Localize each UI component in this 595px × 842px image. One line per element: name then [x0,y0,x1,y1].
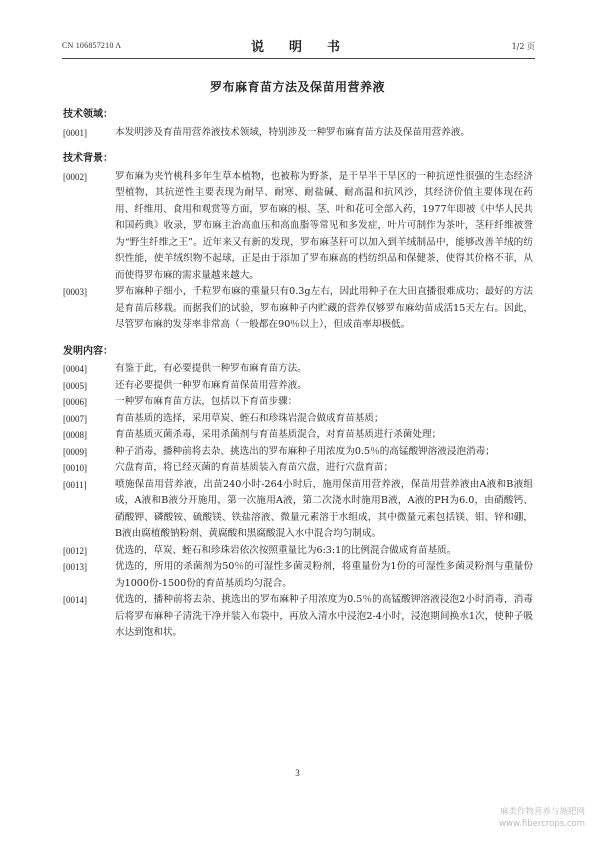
section-heading: 技术背景： [63,153,113,164]
paragraph-number: [0006] [63,397,87,407]
paragraph [63,559,533,592]
paragraph-text: 优选的，草炭、蛭石和珍珠岩依次按照重量比为6:3:1的比例混合做成育苗基质。 [115,544,457,556]
paragraph-number: [0010] [63,463,87,473]
paragraph [63,444,533,461]
paragraph-number: [0013] [63,562,87,572]
section-heading: 技术领域： [63,109,113,120]
paragraph [63,411,533,428]
header-divider [62,58,535,59]
document-number: CN 106857210 A [62,41,122,50]
section-heading: 发明内容： [63,345,113,357]
watermark [499,806,585,830]
paragraph-text: 种子消毒，播种前将去杂、挑选出的罗布麻种子用浓度为0.5％的高锰酸钾溶液浸泡消毒； [115,445,495,457]
paragraph-number: [0009] [63,446,87,457]
paragraph-text: 育苗基质灭菌杀毒，采用杀菌剂与育苗基质混合，对育苗基质进行杀菌处理； [115,429,442,440]
paragraph-number: [0001] [63,127,87,138]
paragraph-number: [0011] [63,479,87,490]
paragraph-number: [0014] [63,595,87,605]
paragraph [63,592,533,642]
page-number: 3 [295,768,300,778]
paragraph [63,394,533,411]
paragraph-number: [0004] [63,364,87,374]
paragraph-text: 喷施保苗用营养液，出苗240小时-264小时后，施用保苗用营养液，保苗用营养液由A液和B液组成，A液和B液分开施用，第一次施用A液，第二次浇水时施用B液，A液的PH为6.0，由硝酸钙、硝酸钾、磷酸铵、硫酸镁、铁盐溶液、微量元素溶于水组成，其中微量元素包括镁、钼、锌和硼，B液由腐植酸钠粉剂、黄腐酸和黑腐酸混入水中混合均匀制成。 [115,478,533,539]
paragraph-text: 一种罗布麻育苗方法，包括以下育苗步骤： [115,396,298,407]
paragraph-text: 育苗基质的选择，采用草炭、蛭石和珍珠岩混合做成育苗基质； [115,412,384,424]
paragraph-text: 本发明涉及育苗用营养液技术领域，特别涉及一种罗布麻育苗方法及保苗用营养液。 [115,126,470,138]
page-indicator: 1/2 页 [511,42,535,51]
document-type: 说 明 书 [250,40,346,55]
watermark-url: www.fibercrops.com [499,819,585,829]
paragraph [63,427,533,444]
paragraph [63,543,533,560]
paragraph-text: 优选的，所用的杀菌剂为50％的可湿性多菌灵粉剂，将重量份为1份的可湿性多菌灵粉剂与重量份为1000份-1500份的育苗基质均匀混合。 [115,561,533,589]
paragraph-text: 有鉴于此，有必要提供一种罗布麻育苗方法。 [115,363,307,374]
paragraph [63,169,533,285]
paragraph [63,460,533,477]
paragraph-number: [0003] [63,287,87,297]
paragraph-text: 还有必要提供一种罗布麻育苗保苗用营养液。 [115,379,307,391]
paragraph-text: 罗布麻为夹竹桃科多年生草本植物，也被称为野茶，是干旱半干旱区的一种抗逆性很强的生态经济型植物，其抗逆性主要表现为耐旱、耐寒、耐盐碱、耐高温和抗风沙，其经济价值主要体现在药用、纤维用、食用和观赏等方面，罗布麻的根、茎、叶和花可全部入药，1977年即被《中华人民共和国药典》收录，罗布麻主治高血压和高血脂等常见和多发症，叶片可制作为茶叶，茎秆纤维被誉为“野生纤维之王”。近年来又有新的发现，罗布麻茎秆可以加入到羊绒制品中，能够改善羊绒的纺织性能，使羊绒织物不起球，正是由于添加了罗布麻高的档纺织品和保健茶，使得其价格不菲，从而使得罗布麻的需求量越来越大。 [115,170,533,281]
paragraph-number: [0012] [63,545,87,556]
paragraph-text: 优选的，播种前将去杂、挑选出的罗布麻种子用浓度为0.5％的高锰酸钾溶液浸泡2小时消毒，消毒后将罗布麻种子清洗干净并装入布袋中，再放入清水中浸泡2-4小时，浸泡期间换水1次，使种子吸水达到饱和状。 [115,594,533,638]
paragraph-number: [0007] [63,413,87,424]
paragraph-text: 罗布麻种子细小，千粒罗布麻的重量只有0.3g左右，因此用种子在大田直播很难成功；最好的方法是育苗后移栽。而据我们的试验，罗布麻种子内贮藏的营养仅够罗布麻幼苗成活15天左右。因此，尽管罗布麻的发芽率非常高（一般都在90％以上），但成苗率却极低。 [115,286,533,330]
paragraph [63,125,533,142]
paragraph [63,284,533,334]
document-title: 罗布麻育苗方法及保苗用营养液 [209,80,385,94]
paragraph-number: [0005] [63,380,87,391]
paragraph-text: 穴盘育苗，将已经灭菌的育苗基质装入育苗穴盘，进行穴盘育苗； [115,462,394,473]
document-body [63,107,533,642]
paragraph-number: [0008] [63,430,87,440]
paragraph [63,361,533,378]
paragraph [63,477,533,543]
watermark-site-name: 麻类作物营养与施肥网 [499,807,585,817]
page-header [62,36,535,58]
paragraph [63,378,533,395]
paragraph-number: [0002] [63,171,87,182]
